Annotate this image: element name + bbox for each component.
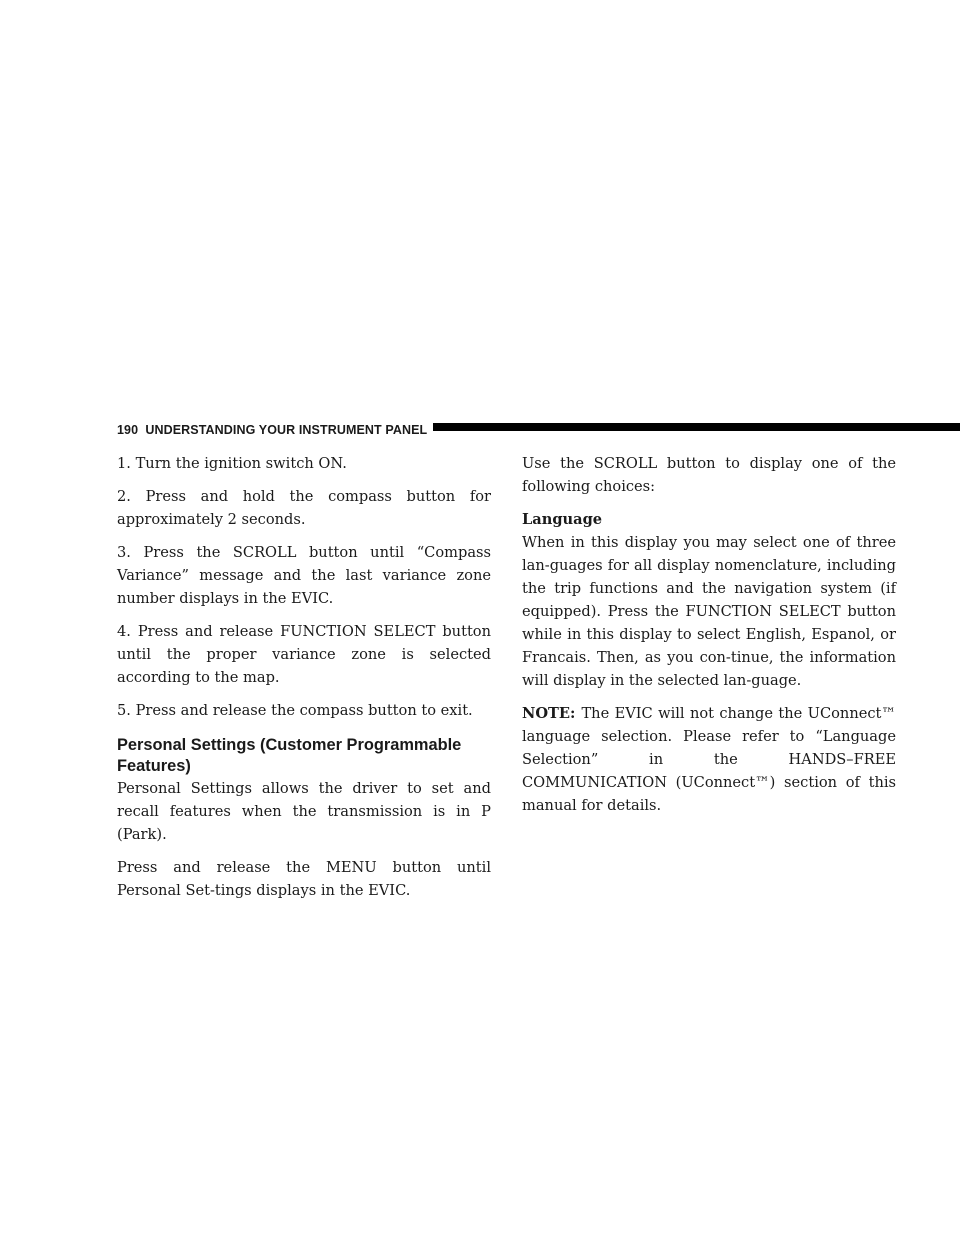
personal-settings-paragraph-2: Press and release the MENU button until Personal Set-tings displays in the EVIC.: [117, 859, 491, 899]
note-paragraph: [522, 702, 896, 817]
step-3: 3. Press the SCROLL button until “Compass Variance” message and the last variance zone number displays in the EVIC.: [117, 544, 491, 607]
note-label: NOTE:: [522, 705, 576, 722]
step-5: 5. Press and release the compass button to exit.: [117, 702, 473, 719]
right-column: [522, 452, 896, 827]
left-column: [117, 452, 491, 912]
page-number: 190: [117, 423, 139, 437]
language-paragraph: When in this display you may select one of three lan-guages for all display nomenclature, including the trip functions and the navigation system (if equipped). Press the FUNCTION SELECT button while in this display to select English, Espanol, or Francais. Then, as you con-tinue, the information will display in the selected lan-guage.: [522, 534, 896, 689]
scroll-intro: Use the SCROLL button to display one of the following choices:: [522, 455, 896, 495]
personal-settings-heading: Personal Settings (Customer Programmable Features): [117, 736, 462, 775]
header-text: [117, 421, 433, 439]
section-title: UNDERSTANDING YOUR INSTRUMENT PANEL: [145, 423, 428, 437]
step-2: 2. Press and hold the compass button for approximately 2 seconds.: [117, 488, 491, 528]
note-text: The EVIC will not change the UConnect™ language selection. Please refer to “Language Selection” in the HANDS–FREE COMMUNICATION (UConnect™) section of this manual for details.: [522, 705, 896, 814]
personal-settings-paragraph-1: Personal Settings allows the driver to set and recall features when the transmission is in P (Park).: [117, 780, 491, 843]
language-heading: Language: [522, 511, 603, 528]
step-1: 1. Turn the ignition switch ON.: [117, 455, 347, 472]
page-header: [117, 421, 899, 439]
step-4: 4. Press and release FUNCTION SELECT button until the proper variance zone is selected according to the map.: [117, 623, 491, 686]
